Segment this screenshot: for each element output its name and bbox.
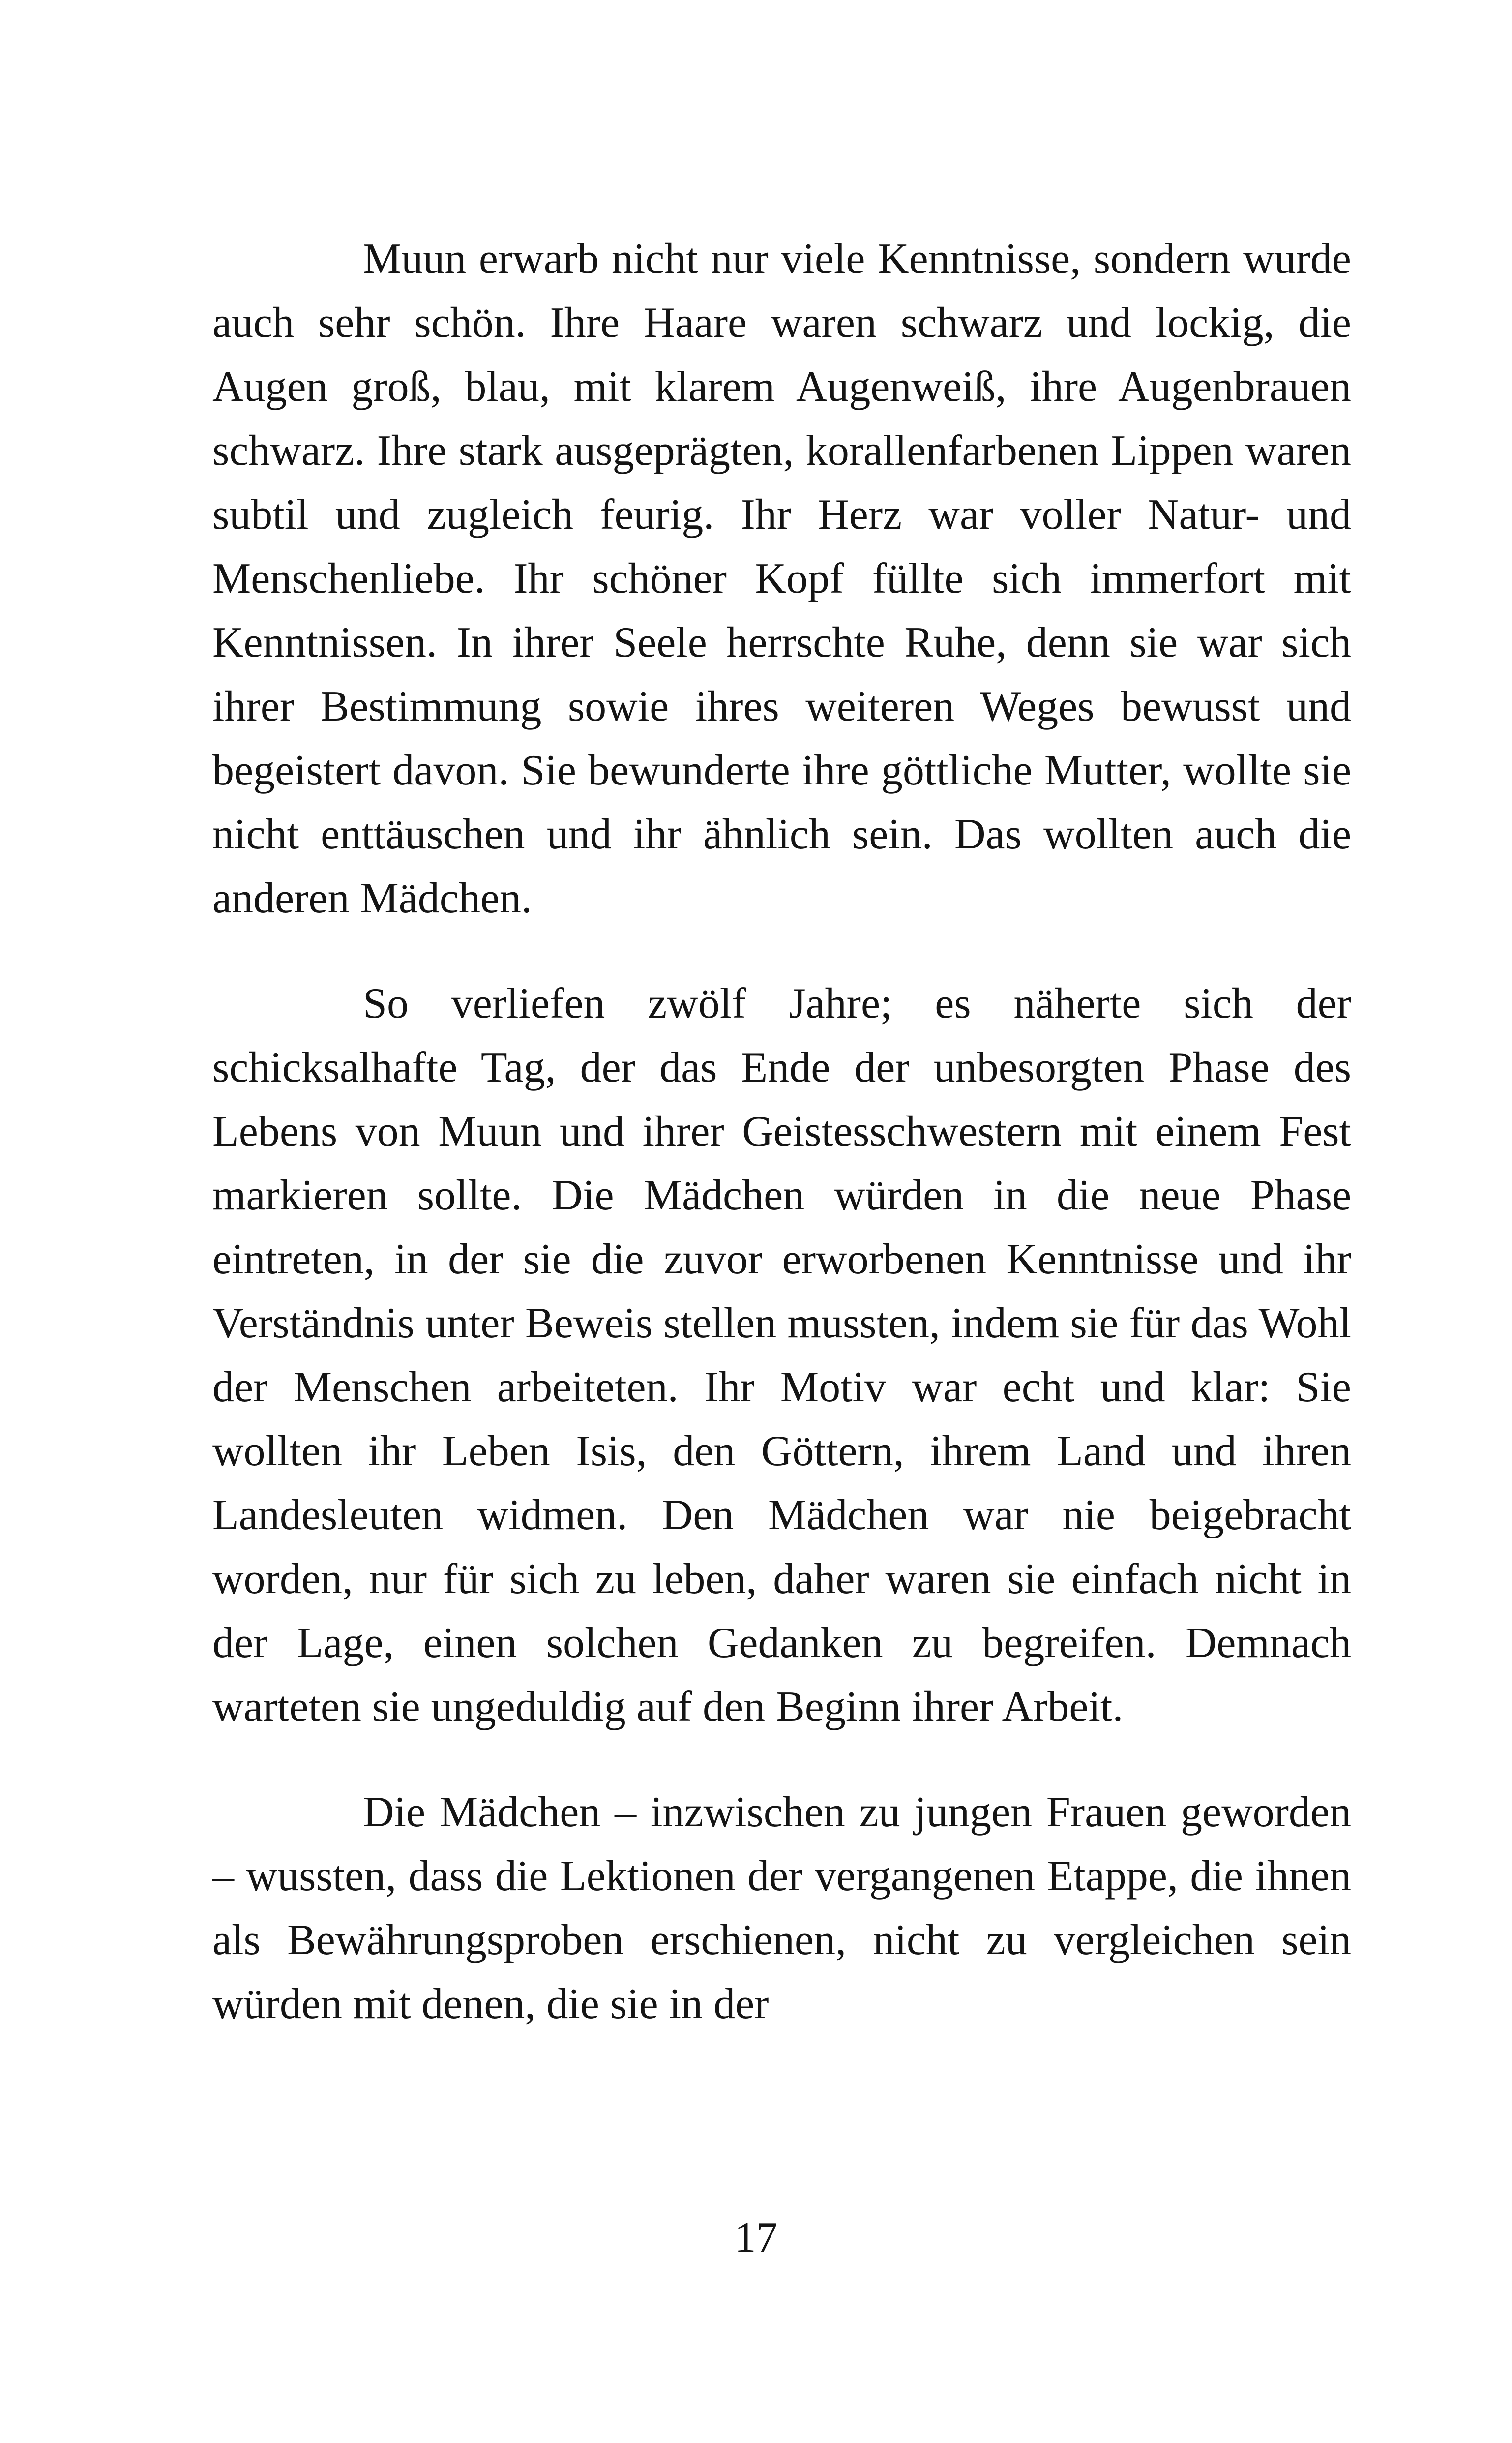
body-text [212,227,1351,2078]
page-number: 17 [734,2214,778,2262]
paragraph-2: So verliefen zwölf Jahre; es näherte sich der schicksalhafte Tag, der das Ende der unbesorgten Phase des Lebens von Muun und ihrer Geistesschwestern mit einem Fest markieren sollte. Die Mädchen würden in die neue Phase eintreten, in der sie die zuvor erworbenen Kenntnisse und ihr Verständnis unter Beweis stellen mussten, indem sie für das Wohl der Menschen arbeiteten. Ihr Motiv war echt und klar: Sie wollten ihr Leben Isis, den Göttern, ihrem Land und ihren Landesleuten widmen. Den Mädchen war nie beigebracht worden, nur für sich zu leben, daher waren sie einfach nicht in der Lage, einen solchen Gedanken zu begreifen. Demnach warteten sie ungeduldig auf den Beginn ihrer Arbeit. [212,980,1351,1731]
paragraph-3: Die Mädchen – inzwischen zu jungen Frauen geworden – wussten, dass die Lektionen der vergangenen Etappe, die ihnen als Bewährungsproben erschienen, nicht zu vergleichen sein würden mit denen, die sie in der [212,1788,1351,2028]
paragraph-1: Muun erwarb nicht nur viele Kenntnisse, sondern wurde auch sehr schön. Ihre Haare waren schwarz und lockig, die Augen groß, blau, mit klarem Augenweiß, ihre Augenbrauen schwarz. Ihre stark ausgeprägten, korallenfarbenen Lippen waren subtil und zugleich feurig. Ihr Herz war voller Natur- und Menschenliebe. Ihr schöner Kopf füllte sich immerfort mit Kenntnissen. In ihrer Seele herrschte Ruhe, denn sie war sich ihrer Bestimmung sowie ihres weiteren Weges bewusst und begeistert davon. Sie bewunderte ihre göttliche Mutter, wollte sie nicht enttäuschen und ihr ähnlich sein. Das wollten auch die anderen Mädchen. [212,235,1351,922]
